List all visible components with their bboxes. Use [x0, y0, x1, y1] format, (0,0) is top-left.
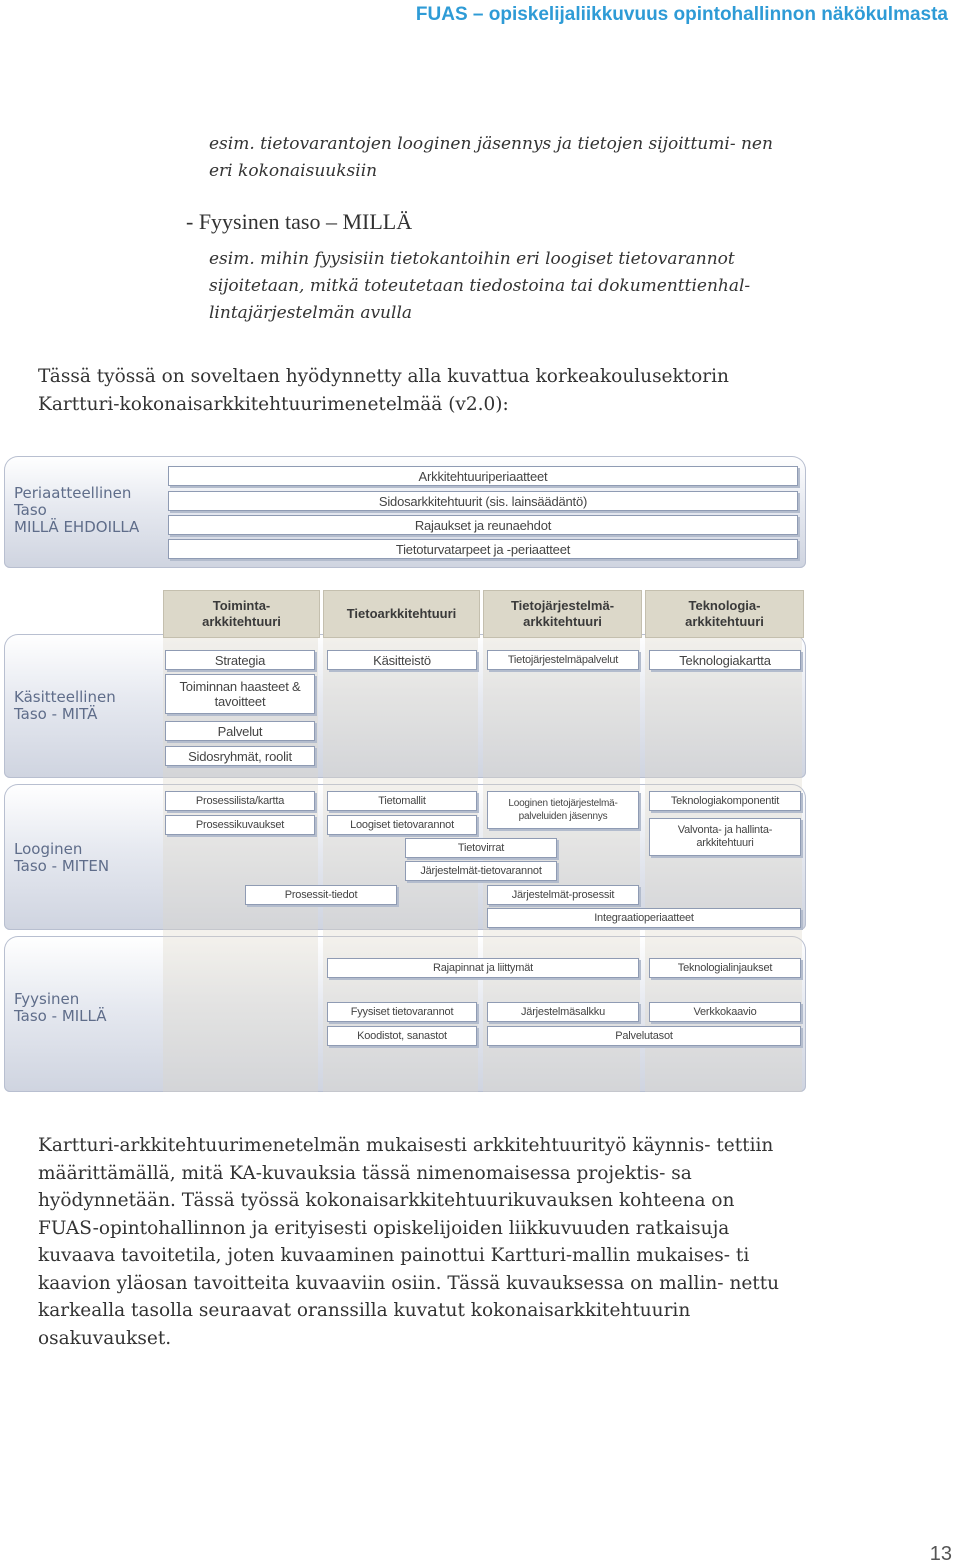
principle-box: Arkkitehtuuriperiaatteet [168, 466, 798, 486]
column-header-tietojarjestelma: Tietojärjestelmä- arkkitehtuuri [483, 590, 642, 638]
level-label-conceptual: Käsitteellinen Taso - MITÄ [14, 688, 116, 723]
level-label-logical: Looginen Taso - MITEN [14, 840, 110, 875]
box-fyysiset-tietovarannot: Fyysiset tietovarannot [327, 1002, 477, 1022]
box-integraatioperiaatteet: Integraatioperiaatteet [487, 908, 801, 928]
column-header-teknologia: Teknologia- arkkitehtuuri [645, 590, 804, 638]
box-strategia: Strategia [165, 650, 315, 670]
page-number: 13 [929, 1543, 952, 1565]
principle-box: Rajaukset ja reunaehdot [168, 515, 798, 535]
kartturi-diagram [0, 456, 810, 1092]
column-header-tieto: Tietoarkkitehtuuri [323, 590, 480, 638]
box-teknologialinjaukset: Teknologialinjaukset [649, 958, 801, 978]
column-shade [645, 636, 802, 1092]
body-paragraph: Kartturi-arkkitehtuurimenetelmän mukaisesti arkkitehtuurityö käynnis- tettiin määrittämällä, mitä KA-kuvauksia tässä nimenomaisessa projektis- sa hyödynnetään. Tässä työssä kokonaisarkkitehtuurikuvauksen kohteena on FUAS-opintohallinnon ja erityisesti opiskelijoiden liikkuvuuden ratkaisuja kuvaava tavoitetila, joten kuvaaminen painottui Kartturi-mallin mukaises- ti kaavion yläosan tavoitteita kuvaaviin osiin. Tässä kuvauksessa on mallin- nettu karkealla tasolla seuraavat oranssilla kuvatut kokonaisarkkitehtuurin osakuvaukset. [38, 1135, 780, 1349]
intro-paragraph: Tässä työssä on soveltaen hyödynnetty alla kuvattua korkeakoulusektorin Kartturi-kokonaisarkkitehtuurimenetelmää (v2.0): [38, 366, 729, 415]
column-header-toiminta: Toiminta- arkkitehtuuri [163, 590, 320, 638]
box-prosessit-tiedot: Prosessit-tiedot [245, 885, 397, 905]
box-tietovirrat: Tietovirrat [405, 838, 557, 858]
box-valvonta: Valvonta- ja hallinta- arkkitehtuuri [649, 818, 801, 856]
box-loogiset-tietovarannot: Loogiset tietovarannot [327, 815, 477, 835]
box-tj-palvelut: Tietojärjestelmäpalvelut [487, 650, 639, 670]
box-haasteet: Toiminnan haasteet & tavoitteet [165, 674, 315, 714]
box-tietomallit: Tietomallit [327, 791, 477, 811]
box-looginen-jasennys: Looginen tietojärjestelmä- palveluiden jäsennys [487, 791, 639, 829]
box-palvelut: Palvelut [165, 721, 315, 741]
box-palvelutasot: Palvelutasot [487, 1026, 801, 1046]
principle-box: Tietoturvatarpeet ja -periaatteet [168, 539, 798, 559]
box-jarjestelmasalkku: Järjestelmäsalkku [487, 1002, 639, 1022]
box-koodistot: Koodistot, sanastot [327, 1026, 477, 1046]
running-header: FUAS – opiskelijaliikkuvuus opintohallinnon näkökulmasta [415, 4, 948, 25]
box-rajapinnat: Rajapinnat ja liittymät [327, 958, 639, 978]
box-jarjestelmat-prosessit: Järjestelmät-prosessit [487, 885, 639, 905]
physical-example-text: esim. mihin fyysisiin tietokantoihin eri loogiset tietovarannot sijoitetaan, mitkä toteutetaan tiedostoina tai dokumenttienhal- lintajärjestelmän avulla [209, 249, 751, 323]
box-prosessikuvaukset: Prosessikuvaukset [165, 815, 315, 835]
level-label-principle: Periaatteellinen Taso MILLÄ EHDOILLA [14, 484, 140, 536]
box-verkkokaavio: Verkkokaavio [649, 1002, 801, 1022]
box-teknologiakomponentit: Teknologiakomponentit [649, 791, 801, 811]
box-teknologiakartta: Teknologiakartta [649, 650, 801, 670]
box-kasitteisto: Käsitteistö [327, 650, 477, 670]
physical-level-item: - Fyysinen taso – MILLÄ [186, 209, 413, 234]
logical-example-text: esim. tietovarantojen looginen jäsennys ja tietojen sijoittumi- nen eri kokonaisuuksiin [209, 134, 773, 181]
level-label-physical: Fyysinen Taso - MILLÄ [14, 990, 107, 1025]
box-prosessilista: Prosessilista/kartta [165, 791, 315, 811]
principle-box: Sidosarkkitehtuurit (sis. lainsäädäntö) [168, 491, 798, 511]
box-sidosryhmat: Sidosryhmät, roolit [165, 746, 315, 766]
box-jarjestelmat-tietovarannot: Järjestelmät-tietovarannot [405, 861, 557, 881]
